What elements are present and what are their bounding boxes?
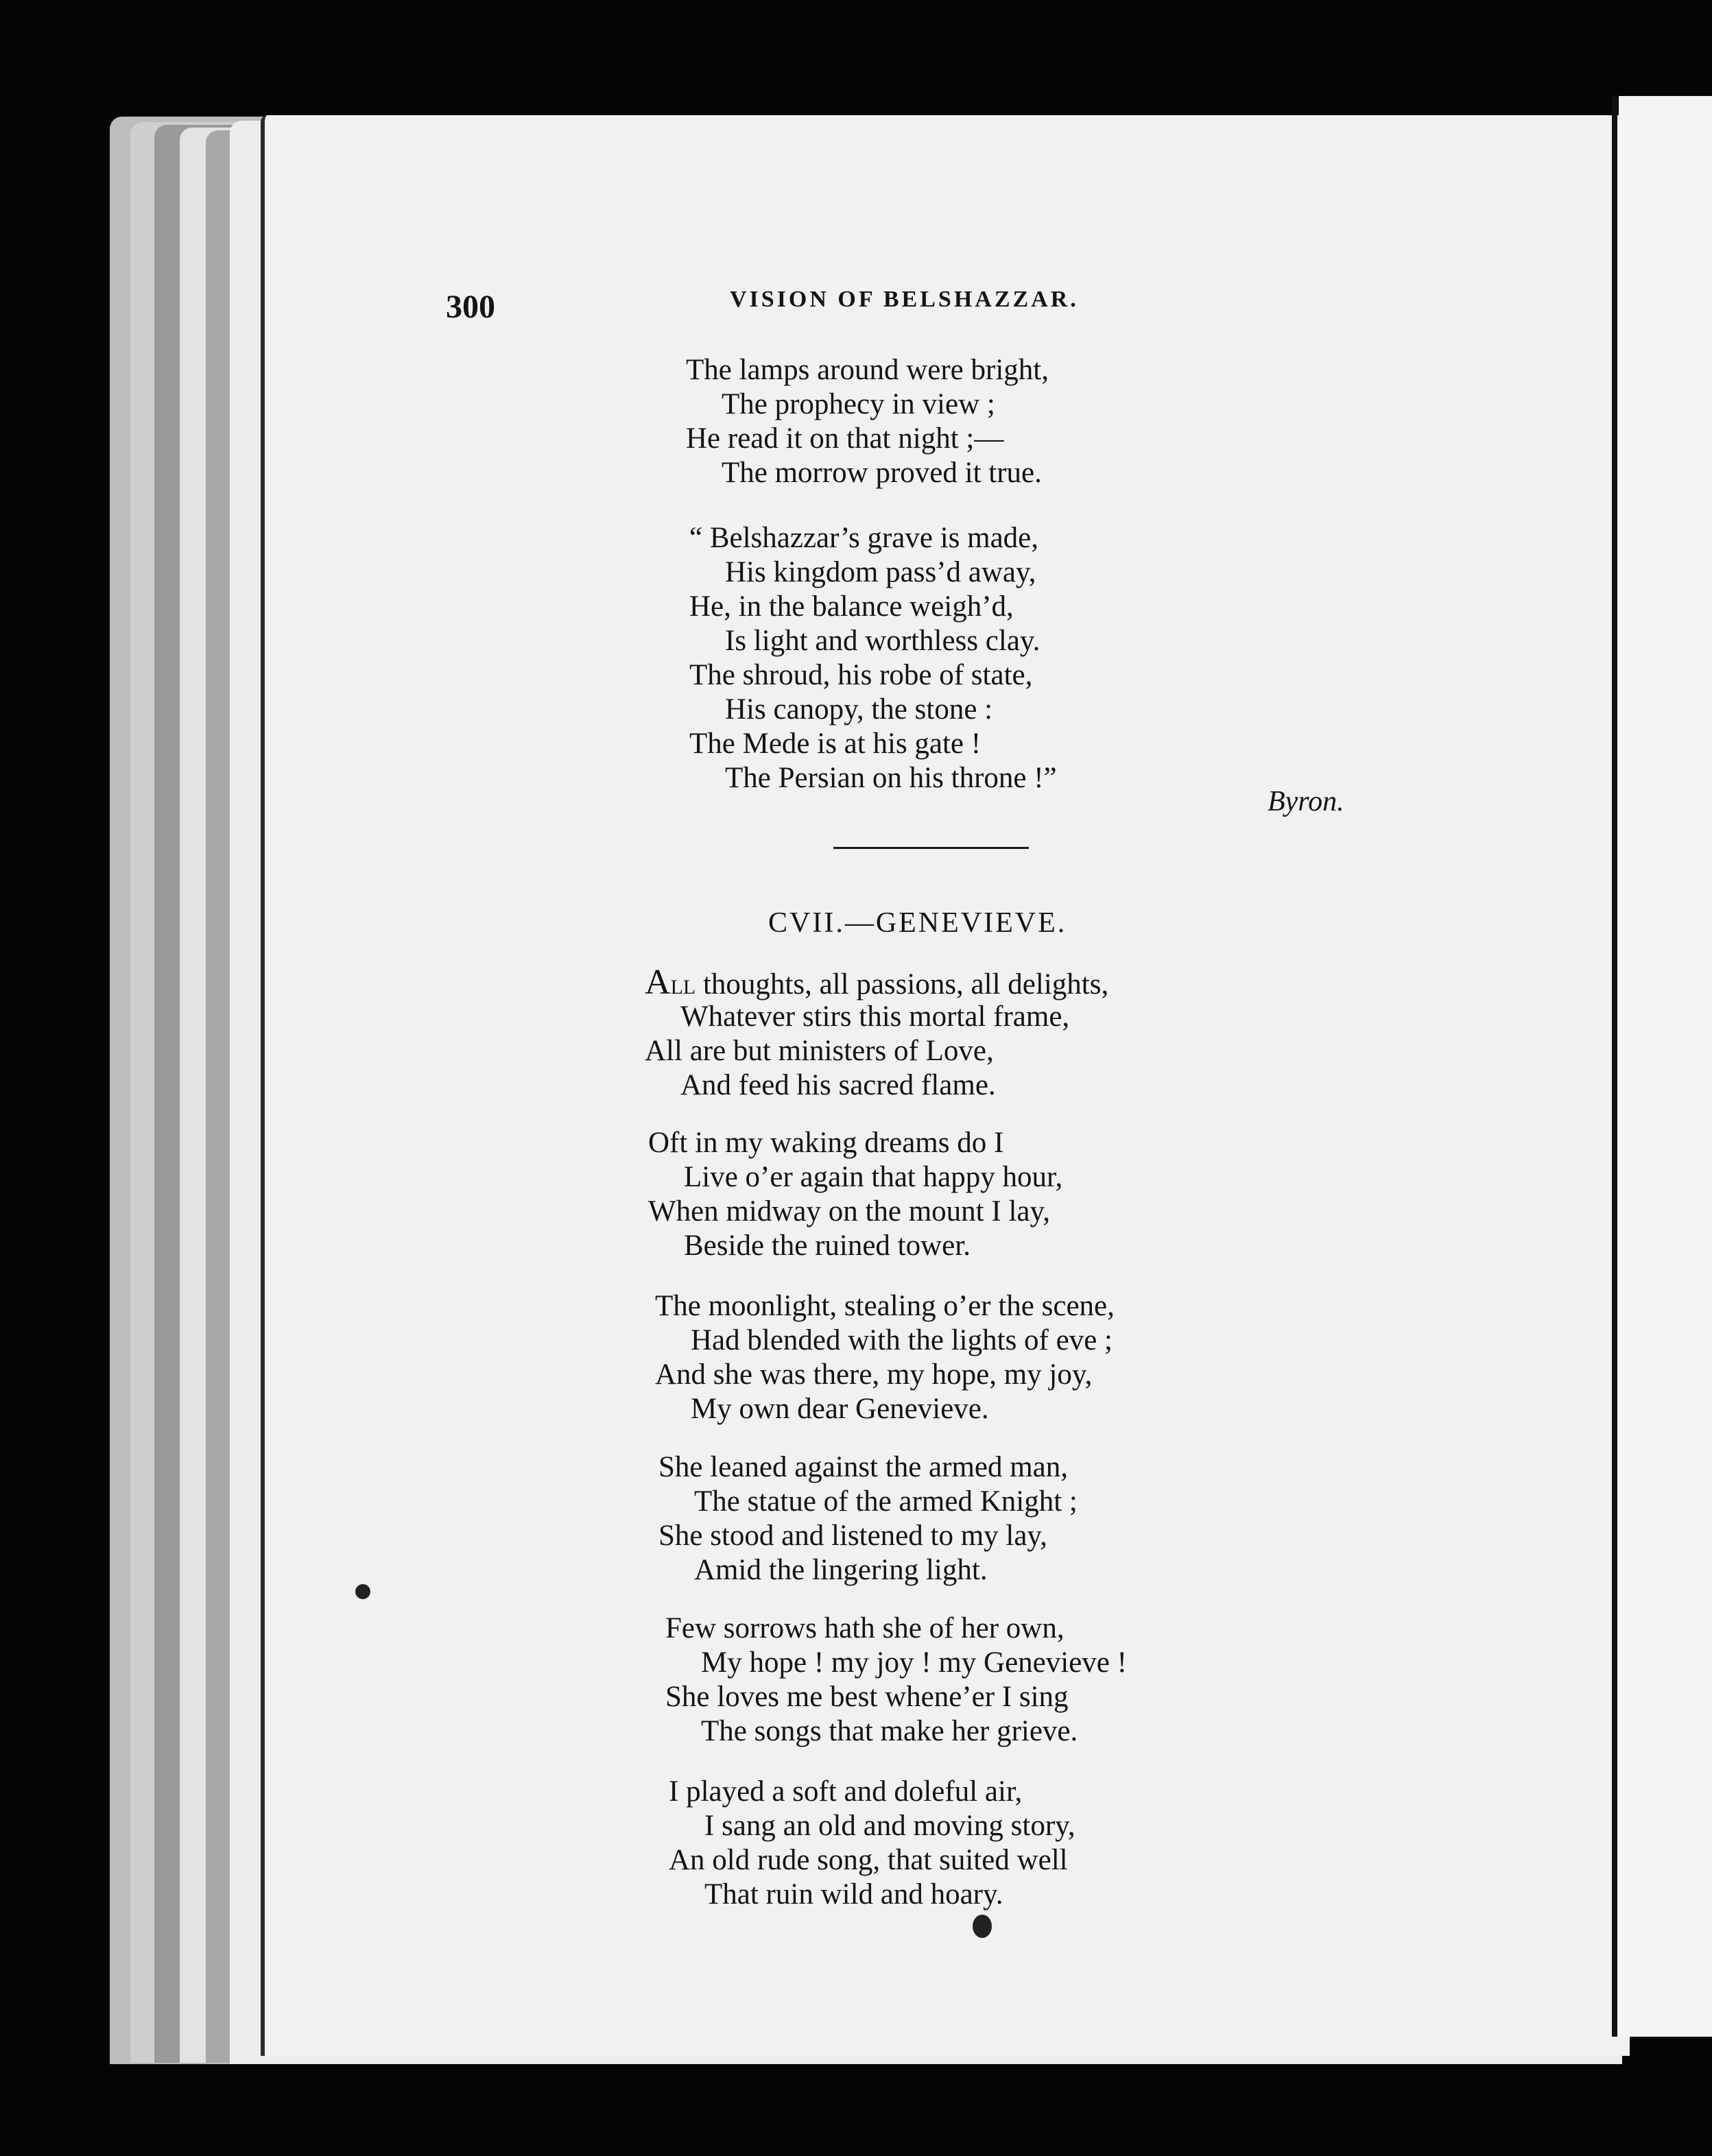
verse-line: When midway on the mount I lay,	[648, 1195, 1050, 1227]
verse-line-rest: thoughts, all passions, all delights,	[696, 968, 1109, 1001]
verse-line: Amid the lingering light.	[694, 1554, 988, 1586]
verse-line: The moonlight, stealing o’er the scene,	[655, 1290, 1115, 1322]
poem2-stanza4	[658, 1450, 1078, 1588]
verse-line: Whatever stirs this mortal frame,	[680, 1001, 1070, 1033]
verse-line: The Persian on his throne !”	[725, 762, 1057, 794]
facing-page-edge	[1619, 96, 1712, 2037]
verse-line: The shroud, his robe of state,	[689, 659, 1033, 691]
verse-line: That ruin wild and hoary.	[704, 1878, 1003, 1911]
verse-line: I sang an old and moving story,	[704, 1810, 1075, 1842]
verse-line: The prophecy in view ;	[722, 388, 995, 420]
poem1-stanza2	[689, 521, 1057, 795]
poem2-stanza6	[669, 1775, 1075, 1912]
verse-line: His canopy, the stone :	[725, 693, 993, 726]
verse-line: Beside the ruined tower.	[684, 1230, 971, 1262]
verse-line: I played a soft and doleful air,	[669, 1775, 1023, 1808]
verse-line: All are but ministers of Love,	[645, 1035, 994, 1067]
verse-line: The lamps around were bright,	[686, 354, 1049, 386]
verse-line: The Mede is at his gate !	[689, 728, 982, 760]
running-head: VISION OF BELSHAZZAR.	[730, 287, 1079, 312]
ink-speck	[973, 1915, 992, 1938]
ink-speck	[355, 1584, 370, 1599]
verse-line: The statue of the armed Knight ;	[694, 1485, 1078, 1518]
poem-title: CVII.—GENEVIEVE.	[768, 907, 1067, 939]
verse-line: Oft in my waking dreams do I	[648, 1127, 1004, 1159]
poem2-stanza5	[665, 1612, 1127, 1749]
verse-line: His kingdom pass’d away,	[725, 556, 1036, 588]
verse-line: She loves me best whene’er I sing	[665, 1681, 1069, 1713]
verse-line: The songs that make her grieve.	[701, 1715, 1078, 1747]
poem2-stanza1	[645, 963, 1109, 1103]
verse-line: She leaned against the armed man,	[658, 1451, 1069, 1483]
verse-line: She stood and listened to my lay,	[658, 1520, 1047, 1552]
small-caps-text: ll	[670, 968, 696, 1001]
verse-line: And she was there, my hope, my joy,	[655, 1358, 1093, 1391]
verse-line: Is light and worthless clay.	[725, 625, 1041, 657]
verse-line: He, in the balance weigh’d,	[689, 590, 1014, 623]
author-attribution: Byron.	[1268, 786, 1344, 817]
drop-cap: A	[645, 963, 671, 1002]
verse-line: Had blended with the lights of eve ;	[691, 1324, 1113, 1356]
page-number: 300	[446, 289, 495, 325]
verse-line	[645, 963, 1109, 1002]
gutter-divider	[1612, 96, 1617, 2037]
poem2-stanza3	[655, 1289, 1115, 1426]
poem1-stanza1	[686, 353, 1049, 490]
verse-line: The morrow proved it true.	[722, 457, 1042, 489]
poem2-stanza2	[648, 1126, 1062, 1263]
verse-line: Few sorrows hath she of her own,	[665, 1612, 1065, 1644]
verse-line: Live o’er again that happy hour,	[684, 1161, 1063, 1193]
verse-line: My hope ! my joy ! my Genevieve !	[701, 1646, 1127, 1679]
verse-line: My own dear Genevieve.	[691, 1393, 989, 1425]
verse-line: “ Belshazzar’s grave is made,	[689, 522, 1039, 554]
verse-line: An old rude song, that suited well	[669, 1844, 1068, 1876]
verse-line: And feed his sacred flame.	[680, 1069, 996, 1101]
section-divider	[833, 847, 1029, 849]
verse-line: He read it on that night ;—	[686, 422, 1004, 455]
